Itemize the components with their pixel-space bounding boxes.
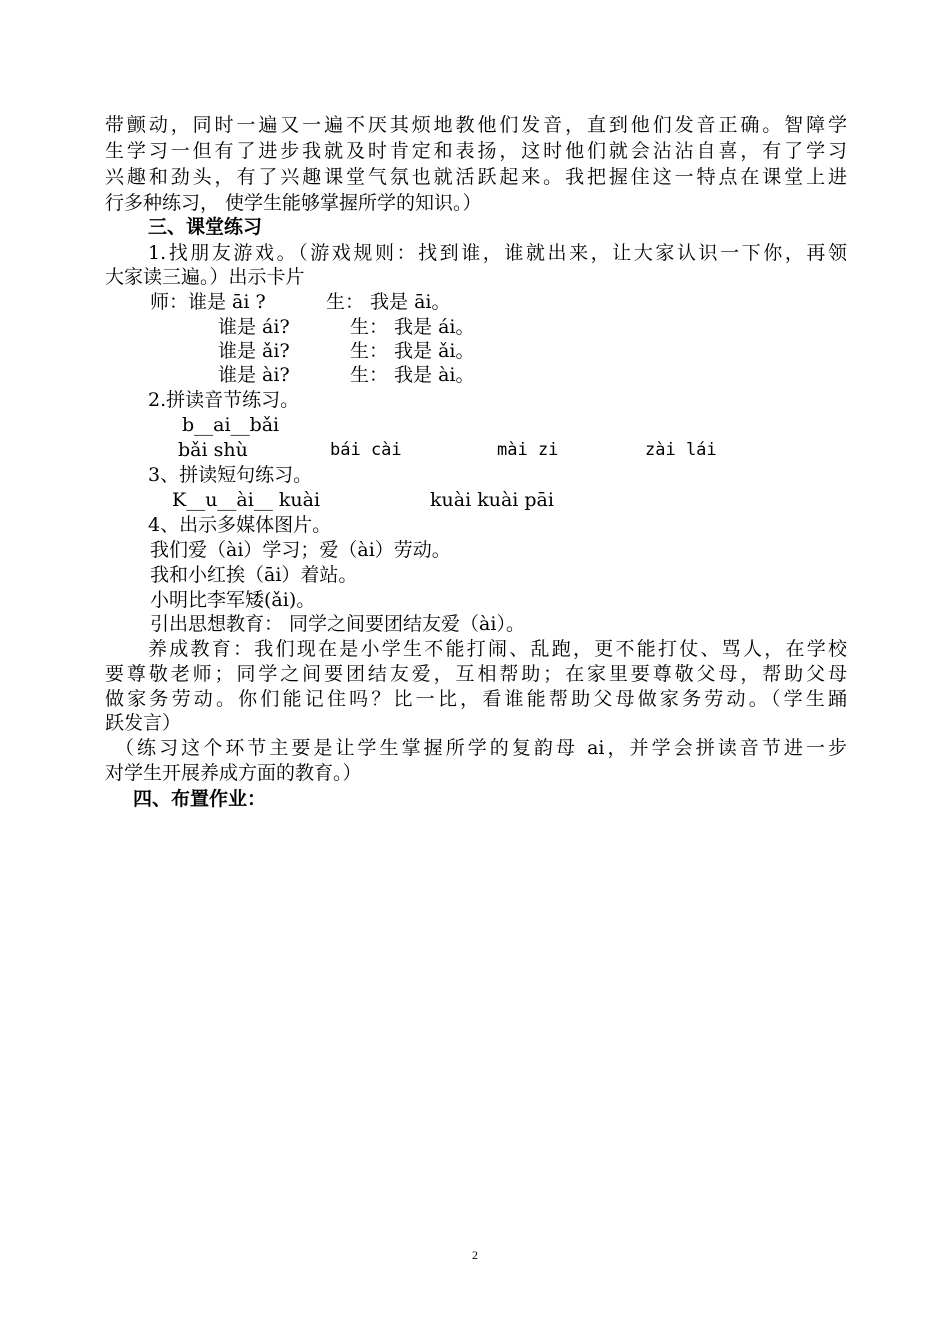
example-sentence: 引出思想教育： 同学之间要团结友爱（ài）。: [150, 613, 525, 635]
body-text-line: 带颤动，同时一遍又一遍不厌其烦地教他们发音，直到他们发音正确。智障学: [105, 114, 847, 136]
section-heading-4: 四、布置作业：: [133, 788, 267, 810]
example-sentence: 小明比李军矮(ǎi)。: [150, 589, 316, 611]
exercise-heading: 2.拼读音节练习。: [148, 389, 300, 411]
section-heading-3: 三、课堂练习: [148, 216, 263, 238]
example-sentence: 我们爱（ài）学习；爱（ài）劳动。: [150, 539, 451, 561]
body-text-line: 做家务劳动。你们能记住吗？比一比，看谁能帮助父母做家务劳动。（学生踊: [105, 688, 847, 710]
game-instruction-line: 大家读三遍。）出示卡片: [105, 266, 305, 288]
syllable-item: bái cài: [330, 440, 402, 460]
body-text-line: 跃发言）: [105, 712, 182, 734]
body-text-line: 行多种练习， 使学生能够掌握所学的知识。）: [105, 192, 482, 214]
syllable-item: bǎi shù: [178, 439, 248, 461]
dialog-teacher: 师：谁是 āi ?: [150, 291, 266, 313]
dialog-student: 生： 我是 ài。: [350, 364, 475, 386]
page-number: 2: [472, 1248, 478, 1262]
dialog-teacher: 谁是 ài?: [218, 364, 290, 386]
syllable-phrase: kuài kuài pāi: [430, 489, 554, 511]
exercise-heading: 3、拼读短句练习。: [148, 464, 313, 486]
dialog-teacher: 谁是 ái?: [218, 316, 290, 338]
dialog-teacher: 谁是 ǎi?: [218, 340, 290, 362]
game-instruction-line: 1.找朋友游戏。（游戏规则：找到谁，谁就出来，让大家认识一下你，再领: [148, 242, 847, 264]
example-sentence: 我和小红挨（āi）着站。: [150, 564, 358, 586]
syllable-item: zài lái: [645, 440, 717, 460]
body-text-line: 养成教育：我们现在是小学生不能打闹、乱跑，更不能打仗、骂人，在学校: [148, 638, 847, 660]
syllable-formula: b__ai__bǎi: [182, 414, 280, 436]
syllable-item: mài zi: [497, 440, 559, 460]
exercise-heading: 4、出示多媒体图片。: [148, 514, 332, 536]
dialog-student: 生： 我是 ái。: [350, 316, 475, 338]
dialog-student: 生： 我是 āi。: [326, 291, 451, 313]
body-text-line: 对学生开展养成方面的教育。）: [105, 762, 362, 784]
body-text-line: （练习这个环节主要是让学生掌握所学的复韵母 ai，并学会拼读音节进一步: [115, 737, 847, 759]
syllable-formula: K__u__ài__ kuài: [172, 489, 321, 511]
body-text-line: 生学习一但有了进步我就及时肯定和表扬，这时他们就会沾沾自喜，有了学习: [105, 140, 847, 162]
body-text-line: 兴趣和劲头，有了兴趣课堂气氛也就活跃起来。我把握住这一特点在课堂上进: [105, 166, 847, 188]
body-text-line: 要尊敬老师；同学之间要团结友爱，互相帮助；在家里要尊敬父母，帮助父母: [105, 663, 847, 685]
dialog-student: 生： 我是 ǎi。: [350, 340, 475, 362]
